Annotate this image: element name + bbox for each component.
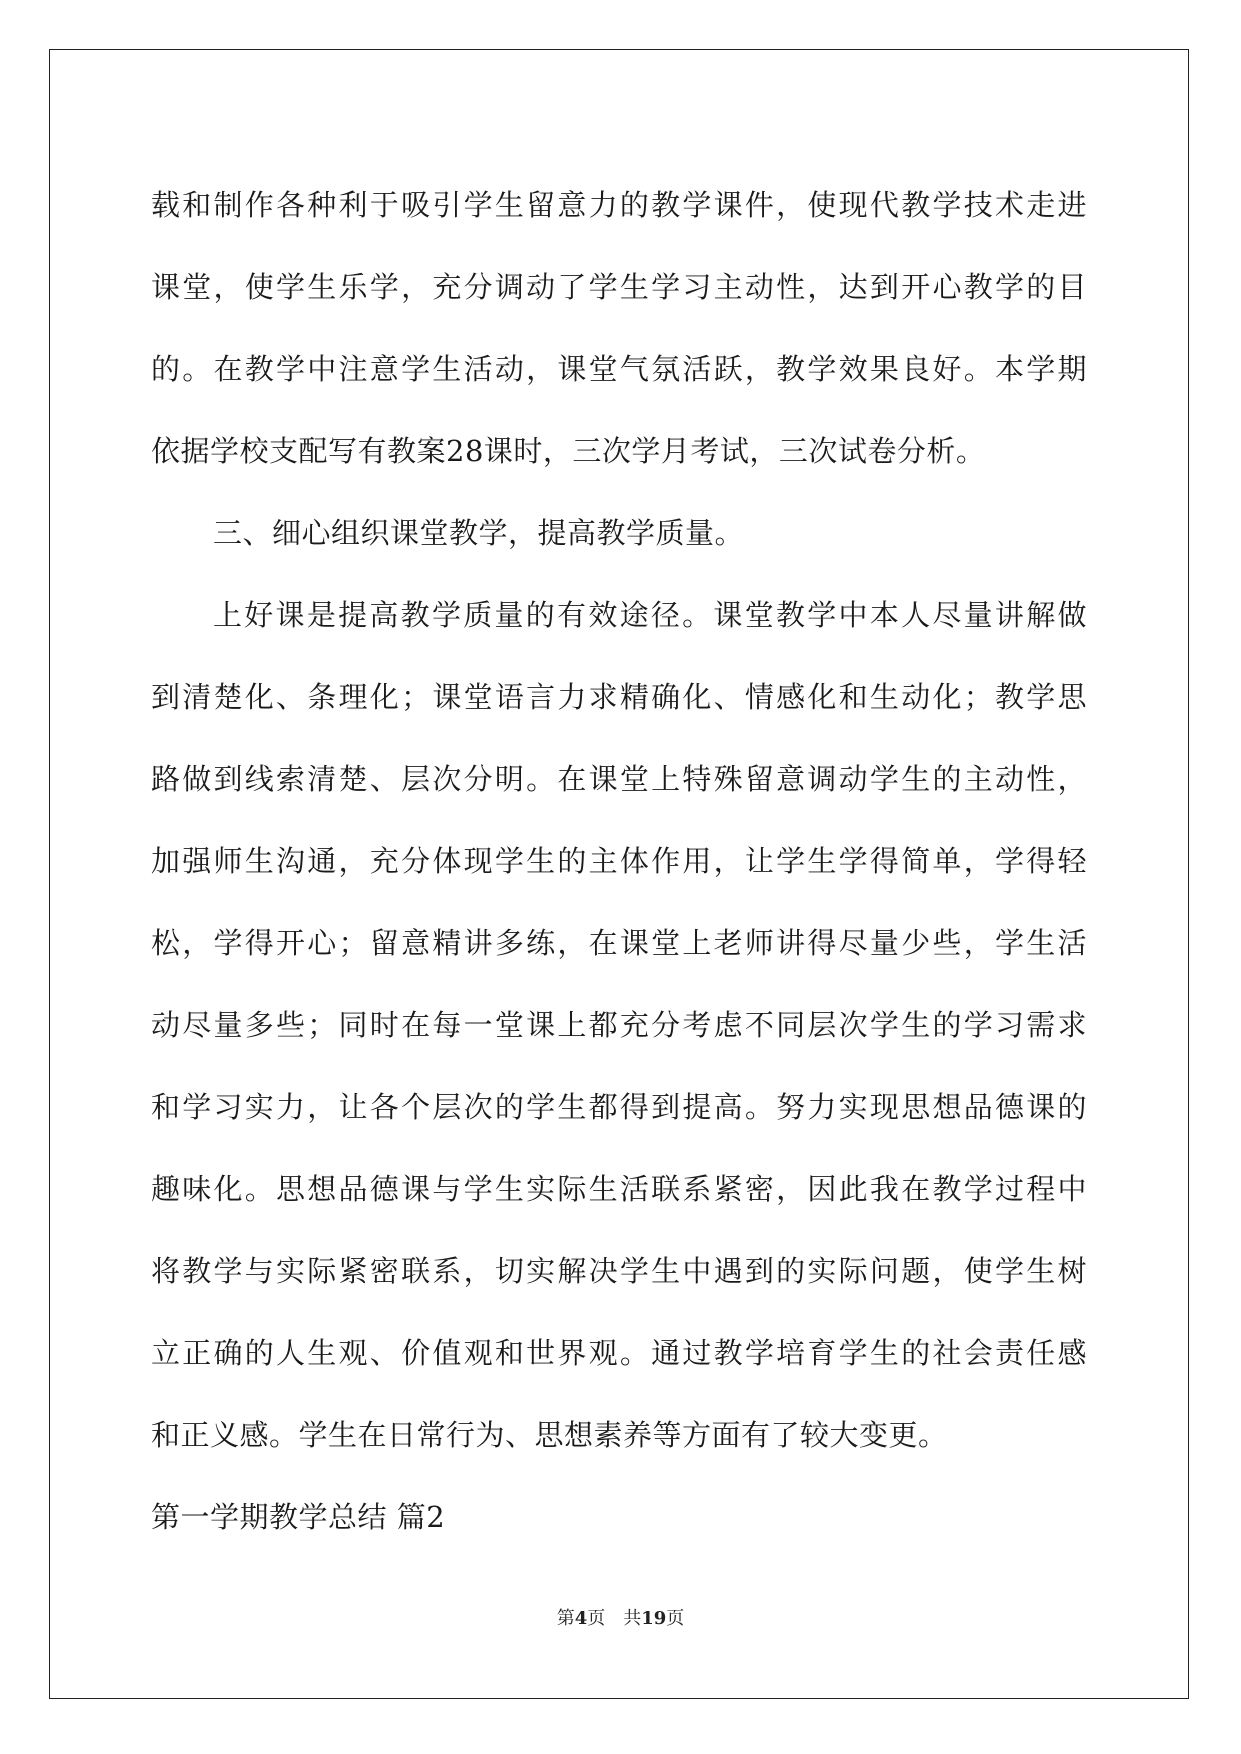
document-body (151, 164, 1087, 1558)
paragraph-line: 和学习实力，让各个层次的学生都得到提高。努力实现思想品德课的 (151, 1090, 1087, 1124)
paragraph-line: 的。在教学中注意学生活动，课堂气氛活跃，教学效果良好。本学期 (151, 352, 1087, 386)
paragraph-line: 动尽量多些；同时在每一堂课上都充分考虑不同层次学生的学习需求 (151, 1008, 1087, 1042)
footer-prefix: 第 (556, 1608, 575, 1629)
paragraph-line: 上好课是提高教学质量的有效途径。课堂教学中本人尽量讲解做 (213, 598, 1087, 632)
paragraph-line: 将教学与实际紧密联系，切实解决学生中遇到的实际问题，使学生树 (151, 1254, 1087, 1288)
current-page-number: 4 (574, 1608, 588, 1629)
paragraph-line: 和正义感。学生在日常行为、思想素养等方面有了较大变更。 (151, 1418, 948, 1452)
paragraph-line: 课堂，使学生乐学，充分调动了学生学习主动性，达到开心教学的目 (151, 270, 1087, 304)
page-footer (0, 1604, 1241, 1630)
paragraph-line: 路做到线索清楚、层次分明。在课堂上特殊留意调动学生的主动性， (151, 762, 1087, 796)
footer-suffix: 页 (666, 1608, 685, 1629)
total-pages-number: 19 (641, 1608, 667, 1629)
paragraph-line: 载和制作各种利于吸引学生留意力的教学课件，使现代教学技术走进 (151, 188, 1087, 222)
paragraph-line: 松，学得开心；留意精讲多练，在课堂上老师讲得尽量少些，学生活 (151, 926, 1087, 960)
paragraph-line: 立正确的人生观、价值观和世界观。通过教学培育学生的社会责任感 (151, 1336, 1087, 1370)
paragraph-line: 趣味化。思想品德课与学生实际生活联系紧密，因此我在教学过程中 (151, 1172, 1087, 1206)
paragraph-line: 到清楚化、条理化；课堂语言力求精确化、情感化和生动化；教学思 (151, 680, 1087, 714)
article-title: 第一学期教学总结 篇2 (151, 1500, 446, 1534)
paragraph-line: 加强师生沟通，充分体现学生的主体作用，让学生学得简单，学得轻 (151, 844, 1087, 878)
section-heading: 三、细心组织课堂教学，提高教学质量。 (213, 516, 745, 550)
paragraph-line: 依据学校支配写有教案28课时，三次学月考试，三次试卷分析。 (151, 434, 986, 468)
footer-middle: 页 共 (587, 1608, 642, 1629)
